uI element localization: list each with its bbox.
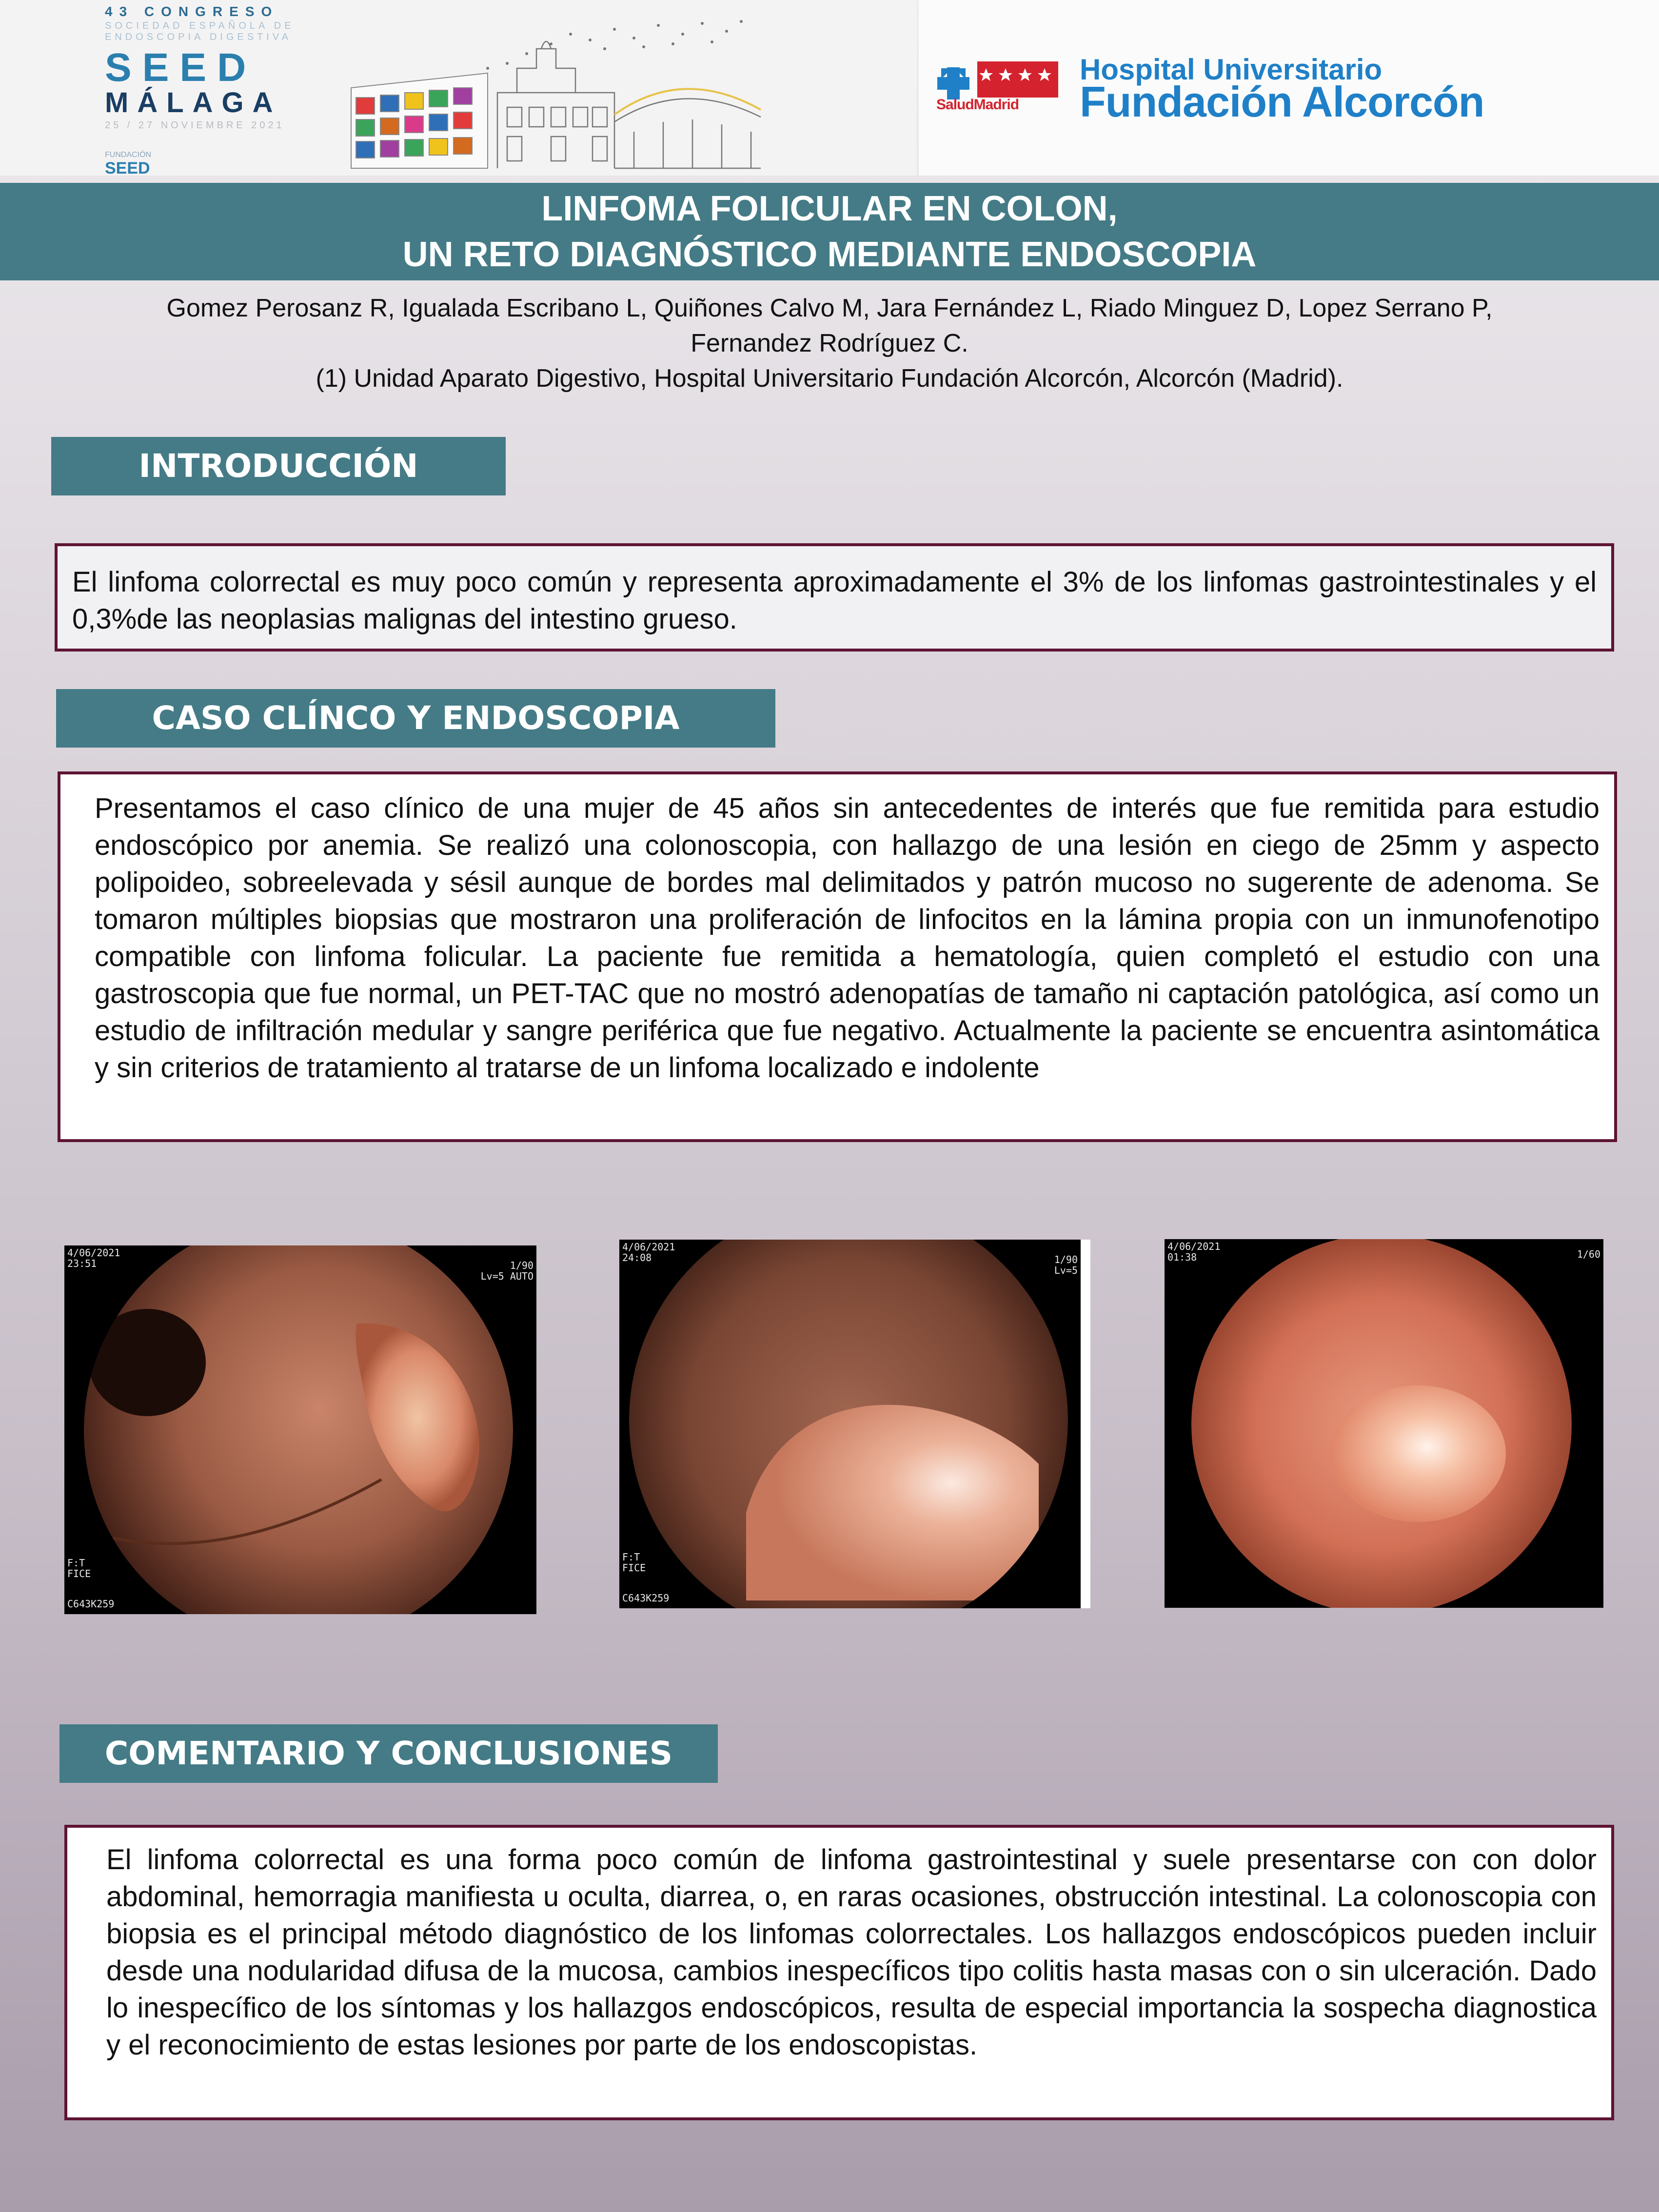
endoscopy-image-3-date: 4/06/2021 <box>1167 1241 1221 1252</box>
introduccion-textbox <box>55 543 1614 652</box>
endoscopy-image-2-code: C643K259 <box>622 1592 670 1604</box>
introduccion-text: El linfoma colorrectal es muy poco común y representa aproximadamente el 3% de los linfomas gastrointestinales y el 0,3%de las neoplasias malignas del intestino grueso. <box>72 566 1597 635</box>
endoscopy-image-1-datetime <box>67 1247 120 1269</box>
seed-congreso-label: 43 CONGRESO <box>105 4 279 19</box>
caso-clinico-textbox <box>58 771 1617 1142</box>
hospital-name-line2: Fundación Alcorcón <box>1080 78 1484 126</box>
seed-small-name: SEED <box>105 159 150 178</box>
endoscopy-image-1-settings: 1/90 Lv=5 AUTO <box>480 1260 533 1282</box>
section-heading-comentario: COMENTARIO Y CONCLUSIONES <box>59 1724 718 1783</box>
hospital-logo <box>919 0 1659 176</box>
endoscopy-image-3-time: 01:38 <box>1167 1251 1197 1263</box>
authors-affiliation: (1) Unidad Aparato Digestivo, Hospital Universitario Fundación Alcorcón, Alcorcón (Madrid). <box>316 364 1343 393</box>
endoscopy-image-2-graphic <box>619 1240 1090 1608</box>
authors-line2: Fernandez Rodríguez C. <box>691 329 968 357</box>
comentario-text: El linfoma colorrectal es una forma poco común de linfoma gastrointestinal y suele presentarse con con dolor abdominal, hemorragia manifiesta u oculta, diarrea, o, en raras ocasiones, obstrucción intestinal. La colonoscopia con biopsia es el principal método diagnóstico de los linfomas colorrectales. Los hallazgos endoscópicos pueden incluir desde una nodularidad difusa de la mucosa, cambios inespecíficos tipo colitis hasta masas con o sin ulceración. Dado lo inespecífico de los síntomas y los hallazgos endoscópicos, resulta de especial importancia la sospecha diagnostica y el reconocimiento de estas lesiones por parte de los endoscopistas. <box>106 1844 1597 2061</box>
endoscopy-image-2-settings: 1/90 Lv=5 <box>1054 1254 1078 1276</box>
endoscopy-image-1 <box>64 1245 536 1614</box>
comentario-textbox <box>64 1825 1614 2120</box>
authors-line1: Gomez Perosanz R, Igualada Escribano L, Quiñones Calvo M, Jara Fernández L, Riado Minguez D, Lopez Serrano P, <box>166 294 1493 322</box>
seed-fundacion: FUNDACIÓN <box>105 151 152 159</box>
endoscopy-image-3-datetime <box>1167 1241 1220 1263</box>
seed-subtitle: SOCIEDAD ESPAÑOLA DE ENDOSCOPIA DIGESTIVA <box>105 20 295 42</box>
seed-dates: 25 / 27 NOVIEMBRE 2021 <box>105 120 285 131</box>
malaga-building-illustration <box>341 15 770 171</box>
seed-name: SEED <box>105 45 257 90</box>
poster-title-line1: LINFOMA FOLICULAR EN COLON, <box>541 189 1118 228</box>
poster-title-line2: UN RETO DIAGNÓSTICO MEDIANTE ENDOSCOPIA <box>402 235 1257 274</box>
endoscopy-image-1-code: C643K259 <box>67 1598 115 1610</box>
poster-header <box>0 0 1659 176</box>
endoscopy-image-2-datetime <box>622 1242 675 1263</box>
saludmadrid-label: SaludMadrid <box>936 97 1019 113</box>
endoscopy-image-2-date: 4/06/2021 <box>622 1241 675 1253</box>
caso-clinico-text: Presentamos el caso clínico de una mujer de 45 años sin antecedentes de interés que fue remitida para estudio endoscópico por anemia. Se realizó una colonoscopia, con hallazgo de una lesión en ciego de 25mm y aspecto polipoideo, sobreelevada y sésil aunque de bordes mal delimitados y patrón mucoso no sugerente de adenoma. Se tomaron múltiples biopsias que mostraron una proliferación de linfocitos en la lámina propia con un inmunofenotipo compatible con linfoma folicular. La paciente fue remitida a hematología, quien completó el estudio con una gastroscopia que fue normal, un PET-TAC que no mostró adenopatías de tamaño ni captación patológica, así como un estudio de infiltración medular y sangre periférica que fue negativo. Actualmente la paciente se encuentra asintomática y sin criterios de tratamiento al tratarse de un linfoma localizado e indolente <box>95 792 1600 1084</box>
authors-block <box>0 291 1659 396</box>
endoscopy-image-3 <box>1165 1239 1603 1608</box>
endoscopy-image-1-date: 4/06/2021 <box>67 1247 120 1259</box>
poster-title-banner <box>0 183 1659 280</box>
seed-logo-text <box>105 0 339 195</box>
endoscopy-image-2-mode: F:T FICE <box>622 1551 646 1574</box>
seed-city: MÁLAGA <box>105 87 282 118</box>
endoscopy-image-1-mode: F:T FICE <box>67 1557 91 1580</box>
endoscopy-image-2 <box>619 1240 1090 1608</box>
hospital-name-line1: Hospital Universitario <box>1080 53 1382 86</box>
seed-congress-logo <box>0 0 917 176</box>
endoscopy-image-3-settings: 1/60 <box>1577 1248 1600 1260</box>
section-heading-caso-clinico: CASO CLÍNCO Y ENDOSCOPIA <box>56 689 775 748</box>
endoscopy-image-2-edge <box>1081 1240 1090 1608</box>
endoscopy-image-1-time: 23:51 <box>67 1258 97 1269</box>
endoscopy-image-1-graphic <box>64 1245 536 1614</box>
section-heading-introduccion: INTRODUCCIÓN <box>51 437 506 495</box>
endoscopy-image-3-graphic <box>1165 1239 1603 1608</box>
endoscopy-image-2-time: 24:08 <box>622 1252 652 1264</box>
